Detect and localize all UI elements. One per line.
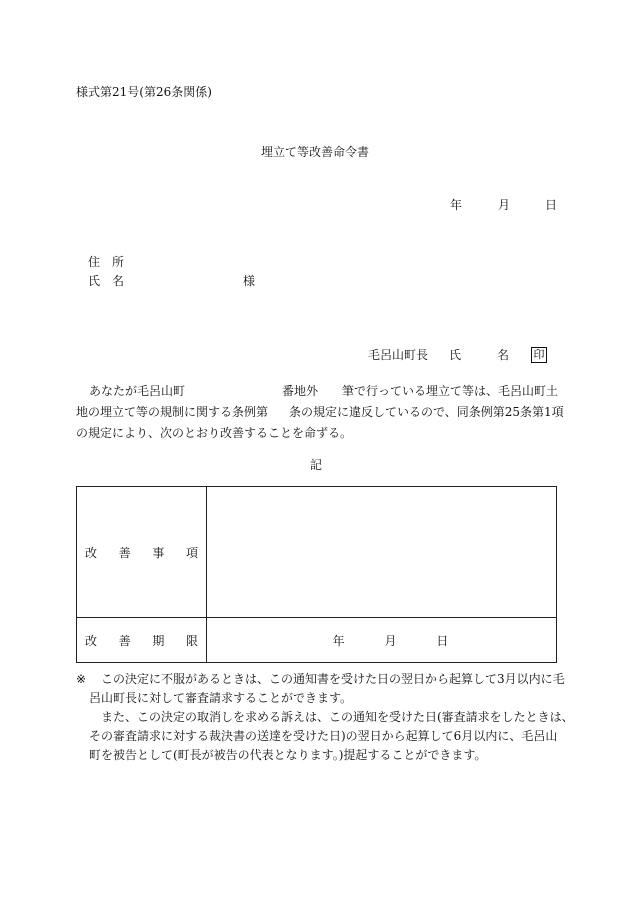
honorific: 様 <box>243 274 256 288</box>
issuer-name-label-1: 氏 <box>449 348 462 362</box>
body-line1-a: あなたが毛呂山町 <box>89 384 186 398</box>
body-line3: の規定により、次のとおり改善することを命ずる。 <box>76 426 353 440</box>
table-row-deadline <box>77 618 557 663</box>
document-title: 埋立て等改善命令書 <box>261 145 370 159</box>
note-p1-line2: 呂山町長に対して審査請求することができます。 <box>89 691 353 705</box>
improvement-items-label <box>77 487 207 618</box>
body-line1-c: 筆で行っている埋立て等は、毛呂山町土 <box>342 384 559 398</box>
issuer-name-label-2: 名 <box>497 348 510 362</box>
body-line2-a: 地の埋立て等の規制に関する条例第 <box>76 405 269 419</box>
note-p1-line1: この決定に不服があるときは、この通知書を受けた日の翌日から起算して3月以内に毛 <box>101 672 565 686</box>
name-label: 氏 名 <box>88 274 125 288</box>
issuer-title: 毛呂山町長 <box>368 348 429 362</box>
deadline-month: 月 <box>384 633 397 648</box>
label-char: 事 <box>152 545 165 560</box>
date-month: 月 <box>498 198 511 212</box>
label-char: 改 <box>85 545 98 560</box>
deadline-year: 年 <box>332 633 345 648</box>
seal-stamp: 印 <box>531 347 547 363</box>
label-char: 改 <box>85 633 98 648</box>
label-char: 項 <box>185 545 198 560</box>
improvement-deadline-label <box>77 618 207 663</box>
body-line2-b: 条の規定に違反しているので、同条例第25条第1項 <box>289 405 564 419</box>
table-row-items <box>77 487 557 618</box>
label-char: 期 <box>152 633 165 648</box>
label-char: 善 <box>118 633 131 648</box>
improvement-deadline-field[interactable] <box>207 618 557 663</box>
date-year: 年 <box>450 198 463 212</box>
improvement-items-field[interactable] <box>207 487 557 618</box>
note-mark: ※ <box>76 672 87 686</box>
note-p2-line3: 町を被告として(町長が被告の代表となります。)提起することができます。 <box>89 748 487 762</box>
body-line1-b: 番地外 <box>282 384 319 398</box>
date-day: 日 <box>545 198 558 212</box>
label-char: 善 <box>118 545 131 560</box>
note-p2-line1: また、この決定の取消しを求める訴えは、この通知を受けた日(審査請求をしたときは、 <box>101 710 574 724</box>
address-label: 住 所 <box>88 255 125 269</box>
form-number: 様式第21号(第26条関係) <box>76 85 212 99</box>
note-p2-line2: その審査請求に対する裁決書の送達を受けた日)の翌日から起算して6月以内に、毛呂山 <box>89 729 558 743</box>
ki-heading: 記 <box>310 458 323 472</box>
improvement-table <box>76 486 557 663</box>
deadline-day: 日 <box>436 633 449 648</box>
label-char: 限 <box>185 633 198 648</box>
